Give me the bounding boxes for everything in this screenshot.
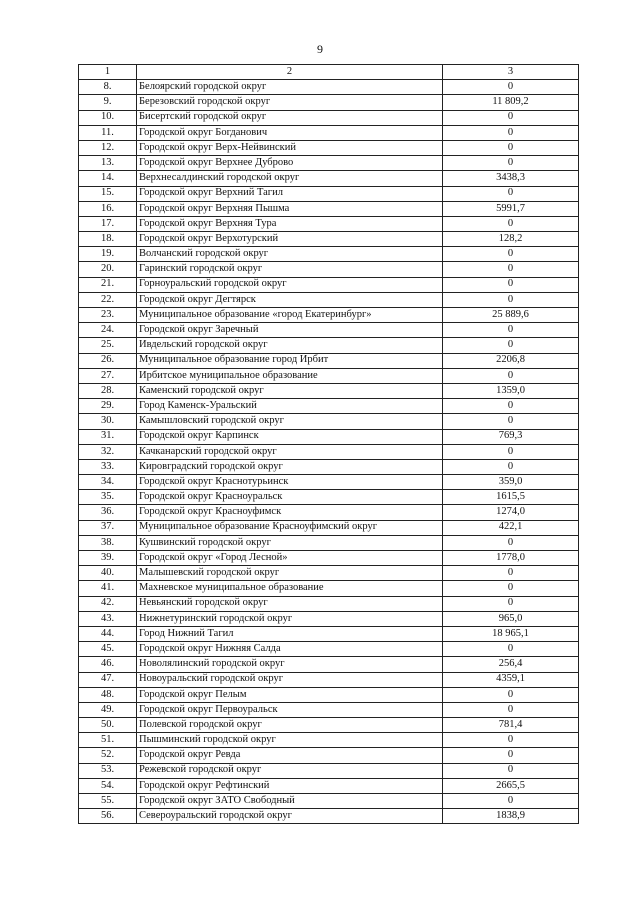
municipality-name: Город Нижний Тагил: [137, 626, 443, 641]
budget-table: [78, 64, 579, 824]
table-row: [79, 338, 579, 353]
row-number: 18.: [79, 232, 137, 247]
table-row: [79, 156, 579, 171]
amount-value: 2665,5: [443, 778, 579, 793]
municipality-name: Новоуральский городской округ: [137, 672, 443, 687]
amount-value: 0: [443, 216, 579, 231]
amount-value: 0: [443, 642, 579, 657]
row-number: 25.: [79, 338, 137, 353]
amount-value: 18 965,1: [443, 626, 579, 641]
row-number: 52.: [79, 748, 137, 763]
municipality-name: Городской округ Пелым: [137, 687, 443, 702]
table-row: [79, 551, 579, 566]
table-row: [79, 611, 579, 626]
table-row: [79, 642, 579, 657]
municipality-name: Город Каменск-Уральский: [137, 399, 443, 414]
table-row: [79, 520, 579, 535]
municipality-name: Муниципальное образование Красноуфимский округ: [137, 520, 443, 535]
amount-value: 359,0: [443, 475, 579, 490]
municipality-name: Городской округ Верх-Нейвинский: [137, 140, 443, 155]
row-number: 33.: [79, 459, 137, 474]
amount-value: 0: [443, 323, 579, 338]
amount-value: 256,4: [443, 657, 579, 672]
municipality-name: Камышловский городской округ: [137, 414, 443, 429]
amount-value: 769,3: [443, 429, 579, 444]
table-row: [79, 596, 579, 611]
row-number: 54.: [79, 778, 137, 793]
amount-value: 0: [443, 794, 579, 809]
table-row: [79, 353, 579, 368]
row-number: 46.: [79, 657, 137, 672]
amount-value: 0: [443, 748, 579, 763]
row-number: 56.: [79, 809, 137, 824]
municipality-name: Городской округ Богданович: [137, 125, 443, 140]
municipality-name: Махневское муниципальное образование: [137, 581, 443, 596]
amount-value: 0: [443, 702, 579, 717]
row-number: 38.: [79, 535, 137, 550]
amount-value: 2206,8: [443, 353, 579, 368]
row-number: 13.: [79, 156, 137, 171]
table-row: [79, 581, 579, 596]
amount-value: 0: [443, 414, 579, 429]
row-number: 8.: [79, 80, 137, 95]
row-number: 16.: [79, 201, 137, 216]
row-number: 28.: [79, 383, 137, 398]
table-row: [79, 247, 579, 262]
table-row: [79, 399, 579, 414]
amount-value: 1778,0: [443, 551, 579, 566]
municipality-name: Городской округ Красноуфимск: [137, 505, 443, 520]
row-number: 37.: [79, 520, 137, 535]
amount-value: 0: [443, 110, 579, 125]
row-number: 12.: [79, 140, 137, 155]
amount-value: 0: [443, 262, 579, 277]
row-number: 29.: [79, 399, 137, 414]
column-header-value: 3: [443, 65, 579, 80]
amount-value: 0: [443, 581, 579, 596]
amount-value: 0: [443, 596, 579, 611]
row-number: 34.: [79, 475, 137, 490]
row-number: 39.: [79, 551, 137, 566]
table-row: [79, 292, 579, 307]
row-number: 11.: [79, 125, 137, 140]
row-number: 23.: [79, 308, 137, 323]
municipality-name: Городской округ Верхнее Дуброво: [137, 156, 443, 171]
table-row: [79, 323, 579, 338]
page-number: 9: [317, 42, 323, 56]
municipality-name: Каменский городской округ: [137, 383, 443, 398]
table-header-row: [79, 65, 579, 80]
table-row: [79, 444, 579, 459]
table-row: [79, 110, 579, 125]
table-row: [79, 566, 579, 581]
municipality-name: Качканарский городской округ: [137, 444, 443, 459]
amount-value: 422,1: [443, 520, 579, 535]
municipality-name: Пышминский городской округ: [137, 733, 443, 748]
table-row: [79, 140, 579, 155]
municipality-name: Полевской городской округ: [137, 718, 443, 733]
municipality-name: Североуральский городской округ: [137, 809, 443, 824]
row-number: 24.: [79, 323, 137, 338]
table-row: [79, 308, 579, 323]
amount-value: 0: [443, 444, 579, 459]
table-row: [79, 535, 579, 550]
row-number: 27.: [79, 368, 137, 383]
row-number: 50.: [79, 718, 137, 733]
municipality-name: Ирбитское муниципальное образование: [137, 368, 443, 383]
municipality-name: Городской округ «Город Лесной»: [137, 551, 443, 566]
table-row: [79, 475, 579, 490]
row-number: 9.: [79, 95, 137, 110]
row-number: 31.: [79, 429, 137, 444]
municipality-name: Кушвинский городской округ: [137, 535, 443, 550]
municipality-name: Городской округ Верхотурский: [137, 232, 443, 247]
amount-value: 0: [443, 399, 579, 414]
table-row: [79, 718, 579, 733]
row-number: 55.: [79, 794, 137, 809]
amount-value: 0: [443, 338, 579, 353]
municipality-name: Белоярский городской округ: [137, 80, 443, 95]
row-number: 45.: [79, 642, 137, 657]
municipality-name: Городской округ Первоуральск: [137, 702, 443, 717]
column-header-number: 1: [79, 65, 137, 80]
row-number: 15.: [79, 186, 137, 201]
table-row: [79, 125, 579, 140]
table-row: [79, 277, 579, 292]
row-number: 36.: [79, 505, 137, 520]
table-row: [79, 778, 579, 793]
amount-value: 0: [443, 156, 579, 171]
municipality-name: Городской округ ЗАТО Свободный: [137, 794, 443, 809]
amount-value: 0: [443, 733, 579, 748]
amount-value: 781,4: [443, 718, 579, 733]
municipality-name: Ивдельский городской округ: [137, 338, 443, 353]
table-row: [79, 95, 579, 110]
municipality-name: Городской округ Краснотурьинск: [137, 475, 443, 490]
row-number: 42.: [79, 596, 137, 611]
table-row: [79, 702, 579, 717]
row-number: 22.: [79, 292, 137, 307]
amount-value: 0: [443, 687, 579, 702]
municipality-name: Городской округ Верхний Тагил: [137, 186, 443, 201]
municipality-name: Муниципальное образование «город Екатеринбург»: [137, 308, 443, 323]
row-number: 47.: [79, 672, 137, 687]
row-number: 10.: [79, 110, 137, 125]
table-row: [79, 80, 579, 95]
table-row: [79, 459, 579, 474]
table-row: [79, 262, 579, 277]
municipality-name: Городской округ Рефтинский: [137, 778, 443, 793]
amount-value: 4359,1: [443, 672, 579, 687]
table-row: [79, 809, 579, 824]
amount-value: 965,0: [443, 611, 579, 626]
municipality-name: Городской округ Дегтярск: [137, 292, 443, 307]
table-row: [79, 763, 579, 778]
municipality-name: Городской округ Нижняя Салда: [137, 642, 443, 657]
table-row: [79, 429, 579, 444]
table-row: [79, 171, 579, 186]
municipality-name: Невьянский городской округ: [137, 596, 443, 611]
amount-value: 0: [443, 292, 579, 307]
municipality-name: Верхнесалдинский городской округ: [137, 171, 443, 186]
amount-value: 0: [443, 140, 579, 155]
row-number: 26.: [79, 353, 137, 368]
row-number: 35.: [79, 490, 137, 505]
municipality-name: Новолялинский городской округ: [137, 657, 443, 672]
table-row: [79, 414, 579, 429]
table-row: [79, 733, 579, 748]
row-number: 48.: [79, 687, 137, 702]
amount-value: 1359,0: [443, 383, 579, 398]
row-number: 32.: [79, 444, 137, 459]
municipality-name: Городской округ Заречный: [137, 323, 443, 338]
amount-value: 0: [443, 459, 579, 474]
amount-value: 1838,9: [443, 809, 579, 824]
amount-value: 0: [443, 247, 579, 262]
row-number: 21.: [79, 277, 137, 292]
table-row: [79, 505, 579, 520]
municipality-name: Городской округ Карпинск: [137, 429, 443, 444]
municipality-name: Нижнетуринский городской округ: [137, 611, 443, 626]
table-row: [79, 232, 579, 247]
row-number: 41.: [79, 581, 137, 596]
table-row: [79, 216, 579, 231]
table-row: [79, 672, 579, 687]
row-number: 19.: [79, 247, 137, 262]
municipality-name: Городской округ Верхняя Тура: [137, 216, 443, 231]
column-header-name: 2: [137, 65, 443, 80]
amount-value: 25 889,6: [443, 308, 579, 323]
municipality-name: Волчанский городской округ: [137, 247, 443, 262]
row-number: 44.: [79, 626, 137, 641]
amount-value: 0: [443, 535, 579, 550]
row-number: 30.: [79, 414, 137, 429]
table-row: [79, 490, 579, 505]
municipality-name: Городской округ Красноуральск: [137, 490, 443, 505]
municipality-name: Малышевский городской округ: [137, 566, 443, 581]
table-body: [79, 80, 579, 824]
amount-value: 11 809,2: [443, 95, 579, 110]
table-row: [79, 626, 579, 641]
amount-value: 0: [443, 186, 579, 201]
table-row: [79, 186, 579, 201]
row-number: 53.: [79, 763, 137, 778]
row-number: 14.: [79, 171, 137, 186]
row-number: 49.: [79, 702, 137, 717]
row-number: 40.: [79, 566, 137, 581]
table-row: [79, 383, 579, 398]
row-number: 17.: [79, 216, 137, 231]
municipality-name: Гаринский городской округ: [137, 262, 443, 277]
amount-value: 0: [443, 763, 579, 778]
row-number: 20.: [79, 262, 137, 277]
table-row: [79, 657, 579, 672]
municipality-name: Бисертский городской округ: [137, 110, 443, 125]
amount-value: 0: [443, 566, 579, 581]
table-row: [79, 368, 579, 383]
table-row: [79, 687, 579, 702]
amount-value: 3438,3: [443, 171, 579, 186]
municipality-name: Горноуральский городской округ: [137, 277, 443, 292]
amount-value: 0: [443, 368, 579, 383]
municipality-name: Муниципальное образование город Ирбит: [137, 353, 443, 368]
row-number: 43.: [79, 611, 137, 626]
table-row: [79, 201, 579, 216]
municipality-name: Березовский городской округ: [137, 95, 443, 110]
amount-value: 0: [443, 125, 579, 140]
table-row: [79, 748, 579, 763]
row-number: 51.: [79, 733, 137, 748]
municipality-name: Городской округ Ревда: [137, 748, 443, 763]
table-row: [79, 794, 579, 809]
municipality-name: Режевской городской округ: [137, 763, 443, 778]
amount-value: 0: [443, 80, 579, 95]
amount-value: 1274,0: [443, 505, 579, 520]
municipality-name: Городской округ Верхняя Пышма: [137, 201, 443, 216]
amount-value: 1615,5: [443, 490, 579, 505]
municipality-name: Кировградский городской округ: [137, 459, 443, 474]
amount-value: 0: [443, 277, 579, 292]
amount-value: 5991,7: [443, 201, 579, 216]
amount-value: 128,2: [443, 232, 579, 247]
